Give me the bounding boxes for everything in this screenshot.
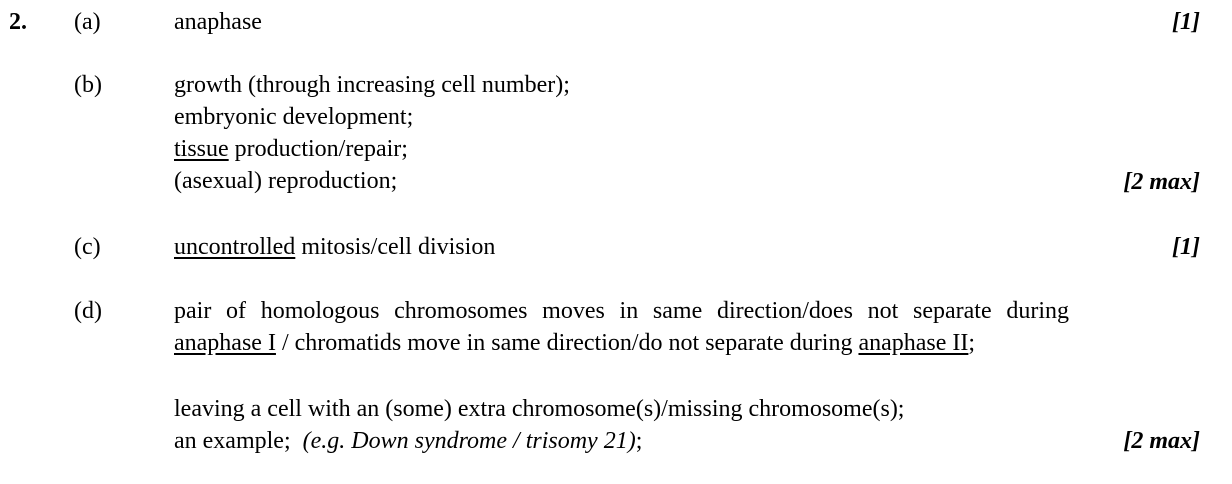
part-b-line-3-rest: production/repair;	[228, 136, 408, 162]
part-b-underlined-term: tissue	[174, 136, 229, 162]
part-d-anaphase-i: anaphase I	[174, 330, 276, 356]
part-d-line-2: leaving a cell with an (some) extra chromosome(s)/missing chromosome(s);	[174, 396, 905, 422]
part-c-rest: mitosis/cell division	[295, 234, 496, 260]
part-a-answer: anaphase	[174, 9, 262, 35]
part-d-line-3-start: an example;	[174, 428, 303, 454]
part-d-line-3-end: ;	[635, 428, 643, 454]
part-b-line-2: embryonic development;	[174, 104, 414, 130]
part-d-para-2: / chromatids move in same direction/do not separate during	[275, 330, 859, 356]
part-b-line-1: growth (through increasing cell number);	[174, 72, 570, 98]
part-c-label: (c)	[74, 234, 101, 260]
part-c-answer	[174, 231, 495, 263]
part-d-label: (d)	[74, 298, 102, 324]
part-d-anaphase-ii: anaphase II	[858, 330, 969, 356]
part-b-label: (b)	[74, 72, 102, 98]
part-d-para-1: pair of homologous chromosomes moves in same direction/does not separate during	[174, 298, 1069, 324]
part-a-label: (a)	[74, 9, 101, 35]
part-b-mark: [2 max]	[1123, 169, 1200, 195]
part-d-line-3	[174, 425, 642, 457]
part-a-mark: [1]	[1172, 9, 1200, 35]
part-d-mark: [2 max]	[1123, 428, 1200, 454]
part-b-line-3	[174, 133, 570, 165]
part-b-answer	[174, 69, 570, 197]
part-d-paragraph	[174, 295, 1069, 359]
part-d-example: (e.g. Down syndrome / trisomy 21)	[302, 428, 636, 454]
question-number: 2.	[9, 9, 27, 35]
part-c-underlined-term: uncontrolled	[174, 234, 296, 260]
part-d-para-3: ;	[968, 330, 976, 356]
part-c-mark: [1]	[1172, 234, 1200, 260]
part-b-line-4: (asexual) reproduction;	[174, 168, 398, 194]
